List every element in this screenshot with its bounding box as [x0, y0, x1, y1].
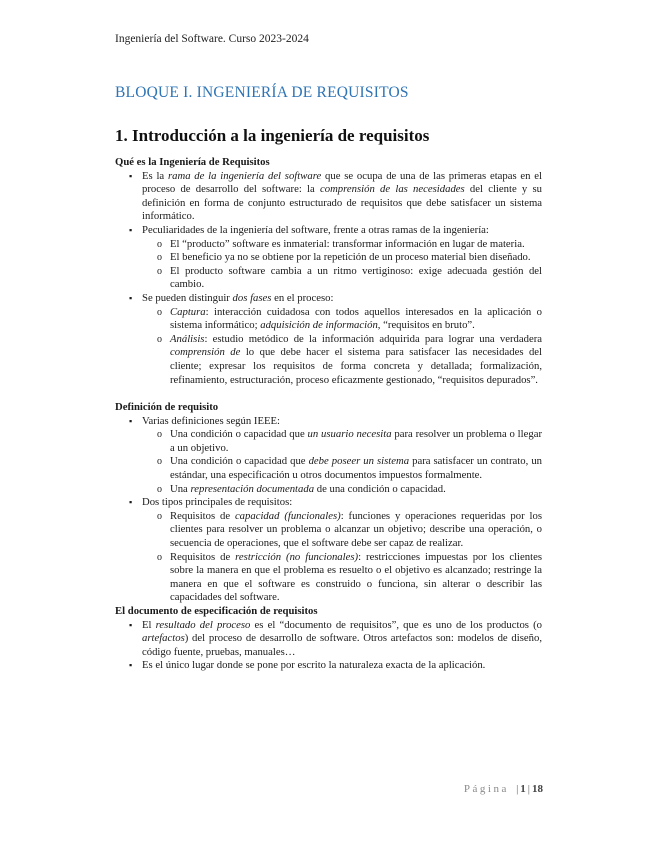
document-body: [115, 156, 542, 673]
sublist-item: [142, 551, 542, 605]
emphasis: comprensión de las necesidades: [319, 183, 465, 196]
sublist: [142, 510, 542, 605]
running-header: Ingeniería del Software. Curso 2023-2024: [115, 33, 309, 45]
emphasis: debe poseer un sistema: [308, 455, 410, 468]
bloque-title: BLOQUE I. INGENIERÍA DE REQUISITOS: [115, 84, 409, 101]
page-total: 18: [532, 783, 543, 795]
emphasis: restricción (no funcionales): [235, 550, 359, 563]
emphasis: capacidad (funcionales): [234, 509, 341, 522]
list-item: [115, 415, 542, 497]
emphasis: adquisición de información: [260, 319, 378, 332]
sublist-item: [142, 510, 542, 551]
text-run: es el “documento de requisitos”, que es uno de los productos (o: [250, 618, 542, 631]
page-label: Página: [463, 783, 509, 795]
text-run: Se pueden distinguir: [142, 291, 233, 304]
sublist-item: [142, 428, 542, 455]
text-run: : interacción cuidadosa con todos aquellos interesados en la aplicación o sistema informático;: [170, 305, 542, 332]
list-item: ▪ Es el único lugar donde se pone por escrito la naturaleza exacta de la aplicación.: [115, 659, 542, 673]
sublist-item: [142, 306, 542, 333]
sublist-item: [142, 483, 542, 497]
list-item: [115, 224, 542, 292]
text-run: : estudio metódico de la información adquirida para lograr una verdadera: [204, 332, 542, 345]
text-run: Dos tipos principales de requisitos:: [142, 496, 293, 509]
list-item: [115, 292, 542, 387]
sublist-item: [142, 455, 542, 482]
sublist-item: o El “producto” software es inmaterial: transformar información en lugar de materia.: [142, 238, 542, 252]
sublist: [142, 306, 542, 388]
emphasis: Captura: [170, 305, 206, 318]
text-run: Varias definiciones según IEEE:: [142, 414, 281, 427]
heading-que-es: Qué es la Ingeniería de Requisitos: [115, 156, 270, 168]
heading-documento: El documento de especificación de requisitos: [115, 605, 318, 617]
sublist: [142, 428, 542, 496]
emphasis: un usuario necesita: [307, 428, 392, 441]
emphasis: Análisis: [170, 332, 205, 345]
sublist-item: o El producto software cambia a un ritmo vertiginoso: exige adecuada gestión del cambio.: [142, 265, 542, 292]
text-run: Una condición o capacidad que: [170, 428, 308, 441]
text-run: lo que debe hacer el sistema para satisfacer las necesidades del cliente; expresar los requisitos de forma concreta y detallada; formalización, refinamiento, estructuración, proceso eficazmente gestionado, “requisitos depurados”.: [170, 346, 543, 386]
emphasis: artefactos: [142, 632, 185, 645]
emphasis: resultado del proceso: [155, 618, 251, 631]
sublist-item: o El beneficio ya no se obtiene por la repetición de un proceso material bien diseñado.: [142, 251, 542, 265]
section-title: 1. Introducción a la ingeniería de requisitos: [115, 126, 430, 145]
emphasis: comprensión de: [170, 346, 241, 359]
text-run: Requisitos de: [170, 550, 236, 563]
emphasis: dos fases: [232, 291, 272, 304]
list-definicion: [115, 415, 542, 605]
text-run: Es la: [142, 169, 168, 182]
page-separator: |: [516, 783, 519, 795]
text-run: en el proceso:: [271, 291, 334, 304]
list-item: [115, 170, 542, 224]
text-run: Peculiaridades de la ingeniería del software, frente a otras ramas de la ingeniería:: [142, 223, 489, 236]
list-item: [115, 619, 542, 660]
page-footer: [464, 783, 543, 795]
text-run: de una condición o capacidad.: [314, 482, 446, 495]
emphasis: representación documentada: [190, 482, 315, 495]
text-run: , “requisitos en bruto”.: [377, 319, 475, 332]
text-run: Una: [170, 482, 191, 495]
text-run: Una condición o capacidad que: [170, 455, 309, 468]
text-run: que se ocupa de una de las primeras etapas en el proceso de desarrollo del software: la: [142, 169, 543, 196]
text-run: Requisitos de: [170, 509, 235, 522]
sublist-item: [142, 333, 542, 387]
text-run: : funciones y operaciones requeridas por los clientes para resolver un problema o alcanzar un objetivo; describe una operación, o secuencia de operaciones, que el software debe ser capaz de realizar.: [170, 509, 542, 550]
heading-definicion: Definición de requisito: [115, 401, 219, 414]
list-documento: [115, 619, 542, 673]
sublist: [142, 238, 542, 292]
page-number: 1: [520, 783, 526, 795]
text-run: : restricciones impuestas por los clientes sobre la manera en que el problema es resuelto o el objetivo es alcanzado; restringe la manera en que el software es construido o funciona, sin alterar o describir las capacidades del software.: [170, 550, 542, 604]
text-run: ) del proceso de desarrollo de software. Otros artefactos son: modelos de diseño, código fuente, pruebas, manuales…: [142, 632, 542, 658]
text-run: El: [142, 618, 156, 631]
list-item: [115, 496, 542, 605]
page-separator: |: [527, 783, 530, 795]
text-run: del cliente y su definición en forma de conjunto estructurado de requisitos que debe satisfacer un sistema informático.: [142, 183, 543, 223]
emphasis: rama de la ingeniería del software: [167, 169, 322, 182]
text-run: para satisfacer un contrato, un estándar, una especificación u otros documentos impuestos formalmente.: [170, 455, 543, 482]
text-run: para resolver un problema o llegar a un objetivo.: [170, 428, 543, 454]
list-que-es: [115, 170, 542, 388]
